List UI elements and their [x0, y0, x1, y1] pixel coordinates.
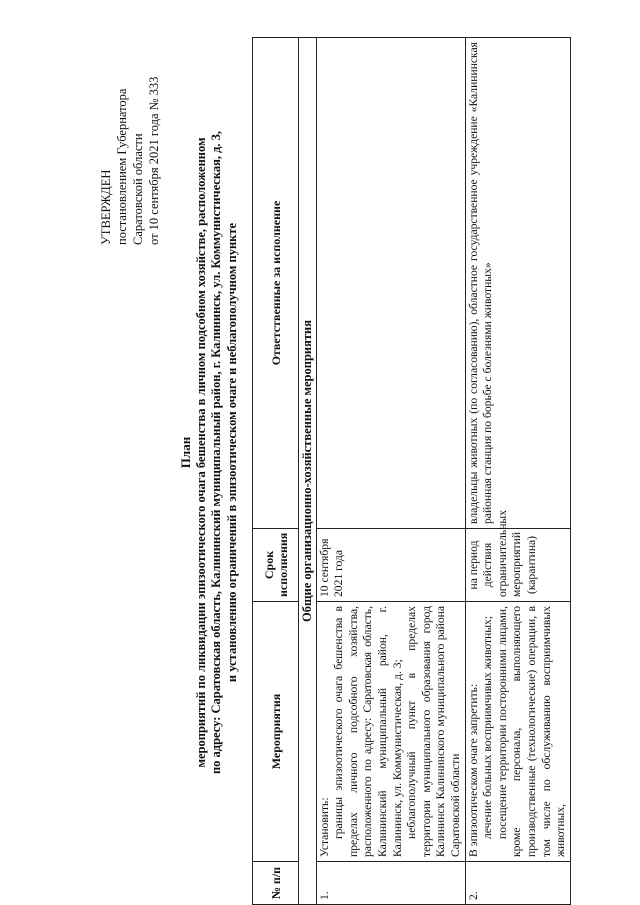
measures-table: [252, 37, 571, 905]
row-num: 1.: [316, 862, 465, 905]
header-measures: Мероприятия: [253, 602, 299, 862]
title-heading: План: [178, 436, 193, 469]
title-line-1: мероприятий по ликвидации эпизоотического очага бешенства в личном подсобном хозяйстве, расположенном: [193, 137, 208, 768]
table-header-row: [253, 38, 299, 905]
section-title: Общие организационно-хозяйственные мероприятия: [299, 38, 317, 905]
measure-item: лечение больных восприимчивых животных;: [481, 615, 495, 839]
row-responsible: [316, 38, 465, 529]
header-term: Срок исполнения: [253, 529, 299, 602]
row-num: 2.: [465, 862, 570, 905]
approved-by: постановлением Губернатора: [115, 88, 129, 245]
section-row: [299, 38, 317, 905]
title-line-2: по адресу: Саратовская область, Калининский муниципальный район, г. Калининск, ул. Коммунистическая, д. 3,: [209, 130, 223, 775]
approved-label: УТВЕРЖДЕН: [99, 169, 113, 245]
header-num: № п/п: [253, 862, 299, 905]
row-term: на период действия ограничительных мероприятий (карантина): [465, 529, 570, 602]
table-row: [316, 38, 465, 905]
approved-date: от 10 сентября 2021 года № 333: [147, 76, 161, 245]
document-title: [178, 60, 240, 845]
approved-region: Саратовской области: [131, 133, 145, 245]
row-term: 10 сентября 2021 года: [316, 529, 465, 602]
measure-intro: В эпизоотическом очаге запретить:: [466, 683, 480, 857]
row-responsible: владельцы животных (по согласованию), областное государственное учреждение «Калининская районная станция по борьбе с болезнями животных»: [465, 38, 570, 529]
measure-item: неблагополучный пункт в пределах территории муниципального образования город Калининск Калининского муниципального района Саратовской области: [405, 606, 462, 857]
measure-intro: Установить:: [317, 797, 331, 857]
row-measure: [465, 602, 570, 862]
measure-item: посещение территории посторонними лицами, кроме персонала, выполняющего производственные (технологические) операции, в том числе по обслуживанию восприимчивых животных,: [495, 606, 568, 857]
header-responsible: Ответственные за исполнение: [253, 38, 299, 529]
measure-item: границы эпизоотического очага бешенства в пределах личного подсобного хозяйства, расположенного по адресу: Саратовская область, Калининский муниципальный район, г. Калининск, ул. Коммунистическая, д. 3;: [332, 606, 404, 857]
table-row: [465, 38, 570, 905]
title-line-3: и установлению ограничений в эпизоотическом очаге и неблагополучном пункте: [224, 222, 239, 683]
row-measure: [316, 602, 465, 862]
approval-stamp: [98, 77, 162, 245]
